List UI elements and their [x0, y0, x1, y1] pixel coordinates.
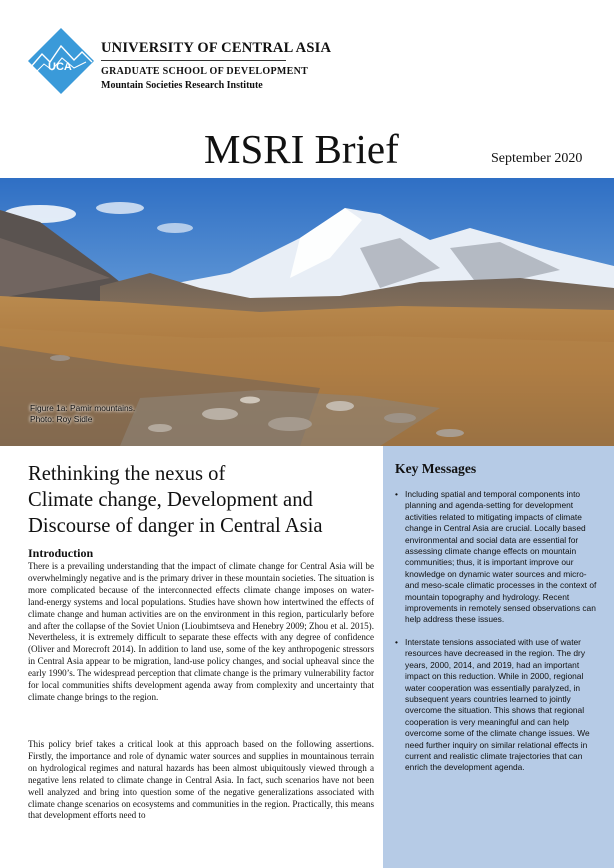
caption-credit: Photo: Roy Sidle [30, 414, 93, 424]
title-line: Discourse of danger in Central Asia [28, 515, 323, 537]
key-messages-list [395, 489, 600, 785]
caption-title: Figure 1a: Pamir mountains. [30, 403, 136, 413]
key-messages-title: Key Messages [395, 461, 477, 476]
logo-text: UCA [48, 61, 72, 73]
introduction-heading: Introduction [28, 546, 94, 560]
body-paragraph: This policy brief takes a critical look at this approach based on the following assertions. Firstly, the importance and role of dynamic water sources and supplies in mountainous terrain on hydrological regimes and natural hazards has been almost ubiquitously viewed through a negative lens related to climate change in Central Asia. In fact, such scenarios have not been well analyzed and bring into question some of the negative generalizations associated with climate change scenarios on ecosystems and communities in the region. Practically, this means that development efforts need to [28, 739, 374, 821]
figure-caption [30, 403, 135, 425]
title-line: Climate change, Development and [28, 489, 313, 511]
key-message-item: • Interstate tensions associated with use of water resources have decreased in the region. The dry years, 2000, 2014, and 2019, had an important impact on this reduction. While in 2000, regional water cooperation was essentially paralyzed, in subsequent years countries learned to jointly overcome the situation. This shows that regional cooperation is very meaningful and can help overcome some of the climate change issues. We need further inquiry on similar relational effects in current and realistic climate trajectories that can enrich the development agenda. [395, 637, 600, 774]
brief-date: September 2020 [491, 151, 583, 166]
article-title [28, 461, 378, 539]
header-divider [101, 60, 286, 61]
title-line: Rethinking the nexus of [28, 463, 226, 485]
university-name: UNIVERSITY OF CENTRAL ASIA [101, 40, 332, 56]
key-messages-panel [383, 446, 614, 868]
brief-title: MSRI Brief [204, 126, 399, 172]
key-message-item: • Including spatial and temporal components into planning and agenda-setting for development activities related to mitigating impacts of climate change in Central Asia are crucial. Locally based environmental and social data are essential for assessing climate change effects on mountain communities; thus, it is important improve our knowledge on dynamic water sources and micro- and meso-scale climatic processes in the context of mountain topography and hydrology. Recent improvements in remotely sensed observations can help address these issues. [395, 489, 600, 626]
uca-logo [28, 28, 94, 94]
school-name: GRADUATE SCHOOL OF DEVELOPMENT [101, 66, 309, 77]
body-paragraph: There is a prevailing understanding that the impact of climate change for Central Asia will be overwhelmingly negative and is the primary driver in these mountain societies. The situation is more complicated because of the interconnected effects climate change imposes on water-land-energy systems and local populations. Studies have shown how intertwined the effects of climate change and human activities are on the environment in this region, particularly before and after the collapse of the Soviet Union (Lioubimtseva and Henebry 2009; Zhou et al. 2015). Nevertheless, it is extremely difficult to separate these effects with any degree of confidence (Oliver and Morecroft 2014). In addition to land use, some of the key anthropogenic stressors in Central Asia appear to be migration, land-use policy changes, and social upheaval since the early 1990’s. The widespread perception that climate change is the primary vulnerability factor for local communities shifts development agenda away from complexity and uncertainty that climate change brings to the region. [28, 561, 374, 702]
institute-name: Mountain Societies Research Institute [101, 80, 263, 91]
